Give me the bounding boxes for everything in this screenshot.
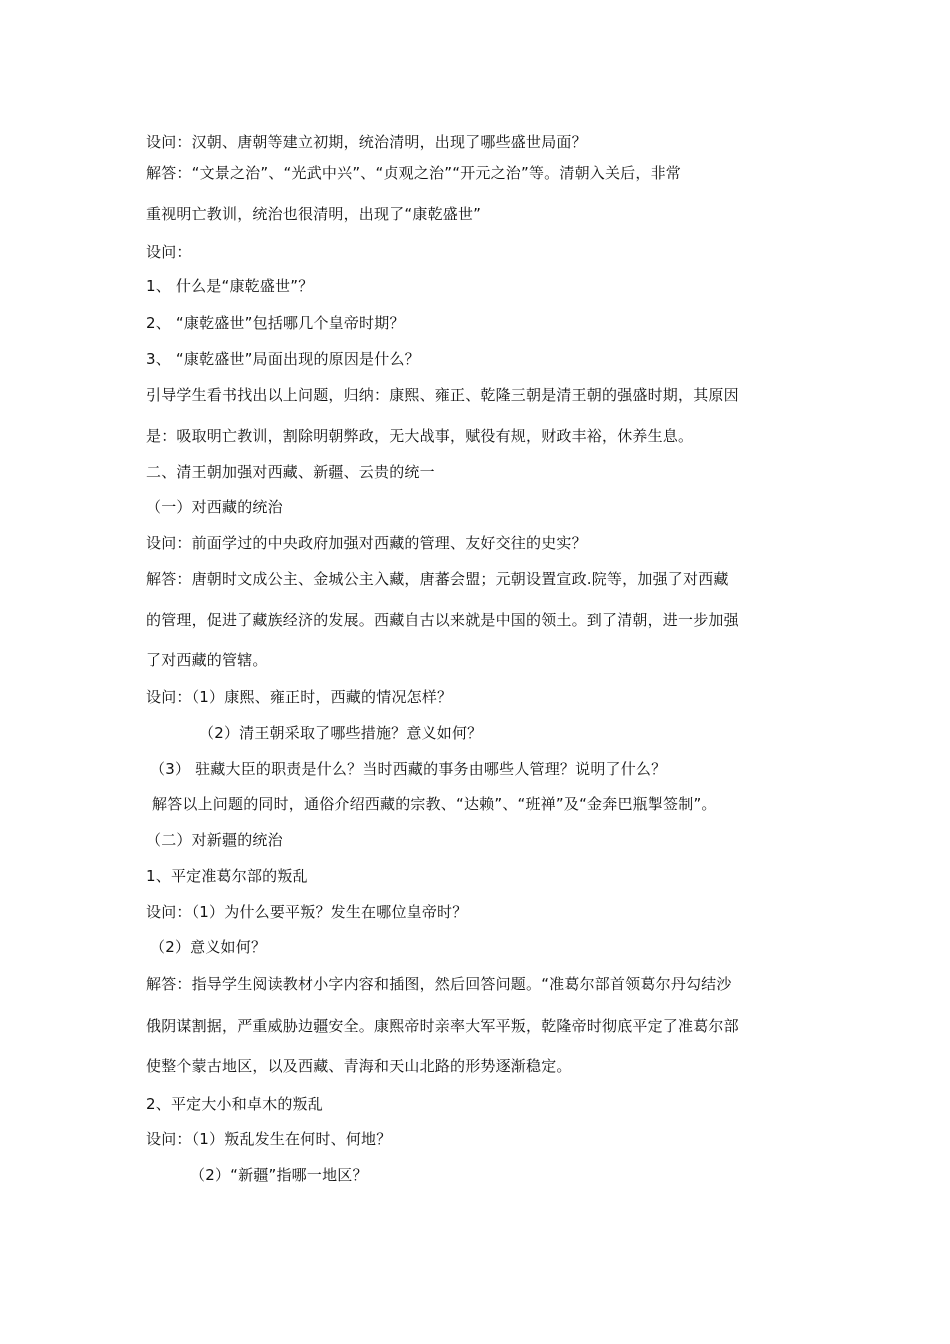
text-line: 的管理，促进了藏族经济的发展。西藏自古以来就是中国的领土。到了清朝，进一步加强 bbox=[146, 611, 739, 629]
text-line: 1、平定准葛尔部的叛乱 bbox=[146, 867, 308, 885]
text-line: 重视明亡教训，统治也很清明，出现了“康乾盛世” bbox=[146, 205, 482, 223]
text-line: 俄阴谋割据，严重威胁边疆安全。康熙帝时亲率大军平叛，乾隆帝时彻底平定了准葛尔部 bbox=[146, 1017, 739, 1035]
text-line: （2）“新疆”指哪一地区？ bbox=[190, 1166, 368, 1184]
text-line: 引导学生看书找出以上问题，归纳：康熙、雍正、乾隆三朝是清王朝的强盛时期，其原因 bbox=[146, 386, 739, 404]
text-line: 是：吸取明亡教训，割除明朝弊政，无大战事，赋役有规，财政丰裕，休养生息。 bbox=[146, 427, 694, 445]
text-line: 设问：前面学过的中央政府加强对西藏的管理、友好交往的史实？ bbox=[146, 534, 587, 552]
text-line: 使整个蒙古地区，以及西藏、青海和天山北路的形势逐渐稳定。 bbox=[146, 1057, 572, 1075]
text-line: 设问： bbox=[146, 243, 192, 261]
text-line: 设问：（1）为什么要平叛？发生在哪位皇帝时？ bbox=[146, 903, 468, 921]
text-line: 2、平定大小和卓木的叛乱 bbox=[146, 1095, 323, 1113]
text-line: 1、 什么是“康乾盛世”？ bbox=[146, 277, 314, 295]
subsection-heading: （一）对西藏的统治 bbox=[146, 498, 283, 516]
text-line: 解答：唐朝时文成公主、金城公主入藏，唐蕃会盟；元朝设置宣政.院等，加强了对西藏 bbox=[146, 570, 729, 588]
subsection-heading: （二）对新疆的统治 bbox=[146, 831, 283, 849]
section-heading: 二、清王朝加强对西藏、新疆、云贵的统一 bbox=[146, 463, 435, 481]
text-line: 解答：指导学生阅读教材小字内容和插图，然后回答问题。“准葛尔部首领葛尔丹勾结沙 bbox=[146, 975, 732, 993]
text-line: （2）意义如何？ bbox=[150, 938, 267, 956]
text-line: 解答以上问题的同时，通俗介绍西藏的宗教、“达赖”、“班禅”及“金奔巴瓶掣签制”。 bbox=[152, 795, 717, 813]
text-line: 设问：汉朝、唐朝等建立初期，统治清明，出现了哪些盛世局面？ bbox=[146, 133, 587, 151]
text-line: 了对西藏的管辖。 bbox=[146, 651, 268, 669]
text-line: 2、 “康乾盛世”包括哪几个皇帝时期？ bbox=[146, 314, 405, 332]
text-line: （2）清王朝采取了哪些措施？意义如何？ bbox=[199, 724, 483, 742]
text-line: 解答：“文景之治”、“光武中兴”、“贞观之治”“开元之治”等。清朝入关后，非常 bbox=[146, 164, 681, 182]
text-line: （3） 驻藏大臣的职责是什么？当时西藏的事务由哪些人管理？说明了什么？ bbox=[150, 760, 667, 778]
text-line: 3、 “康乾盛世”局面出现的原因是什么？ bbox=[146, 350, 420, 368]
text-line: 设问：（1）叛乱发生在何时、何地？ bbox=[146, 1130, 392, 1148]
text-line: 设问：（1）康熙、雍正时，西藏的情况怎样？ bbox=[146, 688, 453, 706]
